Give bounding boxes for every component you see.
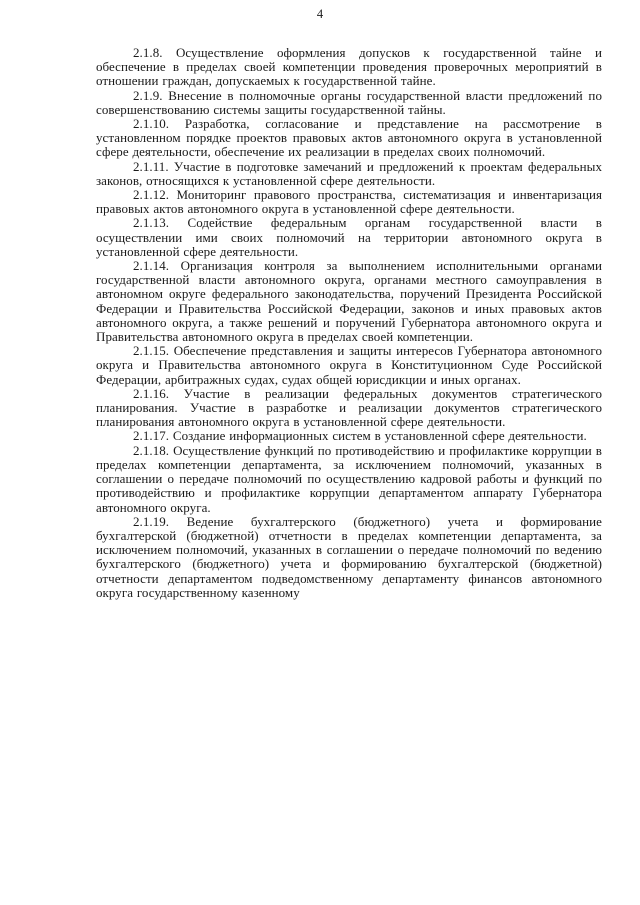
paragraph-2-1-19: 2.1.19. Ведение бухгалтерского (бюджетного) учета и формирование бухгалтерской (бюджетной) отчетности в пределах компетенции департамента, за исключением полномочий, указанных в соглашении о передаче полномочий по ведению бухгалтерского (бюджетного) учета и формированию бухгалтерской (бюджетной) отчетности департаментом подведомственному департаменту финансов автономного округа государственному казенному	[96, 513, 602, 600]
paragraph-2-1-8: 2.1.8. Осуществление оформления допусков к государственной тайне и обеспечение в пределах своей компетенции проведения проверочных мероприятий в отношении граждан, допускаемых к государственной тайне.	[96, 45, 602, 89]
paragraph-2-1-17: 2.1.17. Создание информационных систем в установленной сфере деятельности.	[133, 428, 587, 444]
paragraph-2-1-11: 2.1.11. Участие в подготовке замечаний и предложений к проектам федеральных законов, относящихся к установленной сфере деятельности.	[96, 158, 602, 188]
paragraph-2-1-10: 2.1.10. Разработка, согласование и представление на рассмотрение в установленном порядке проектов правовых актов автономного округа в установленной сфере деятельности, обеспечение их реализации в пределах своих полномочий.	[96, 116, 602, 160]
page-number: 4	[316, 7, 324, 21]
paragraph-2-1-16: 2.1.16. Участие в реализации федеральных документов стратегического планирования. Участие в разработке и реализации документов стратегического планирования автономного округа в установленной сфере деятельности.	[96, 385, 602, 430]
paragraph-2-1-12: 2.1.12. Мониторинг правового пространства, систематизация и инвентаризация правовых актов автономного округа в установленной сфере деятельности.	[96, 187, 602, 217]
paragraph-2-1-18: 2.1.18. Осуществление функций по противодействию и профилактике коррупции в пределах компетенции департамента, за исключением полномочий, указанных в соглашении о передаче полномочий по осуществлению кадровой работы и функций по противодействию и профилактике коррупции департаментом аппарату Губернатора автономного округа.	[96, 442, 602, 515]
paragraph-2-1-14: 2.1.14. Организация контроля за выполнением исполнительными органами государственной власти автономного округа, органами местного самоуправления в автономном округе федерального законодательства, поручений Президента Российской Федерации и Правительства Российской Федерации, законов и иных правовых актов автономного округа, а также решений и поручений Губернатора автономного округа и Правительства автономного округа в пределах своей компетенции.	[96, 258, 602, 345]
document-body	[96, 46, 602, 600]
paragraph-2-1-15: 2.1.15. Обеспечение представления и защиты интересов Губернатора автономного округа и Правительства автономного округа в Конституционном Суде Российской Федерации, арбитражных судах, судах общей юрисдикции и иных органах.	[96, 343, 602, 387]
paragraph-2-1-9: 2.1.9. Внесение в полномочные органы государственной власти предложений по совершенствованию системы защиты государственной тайны.	[96, 87, 602, 117]
paragraph-2-1-13: 2.1.13. Содействие федеральным органам государственной власти в осуществлении ими своих полномочий на территории автономного округа в установленной сфере деятельности.	[96, 215, 602, 259]
